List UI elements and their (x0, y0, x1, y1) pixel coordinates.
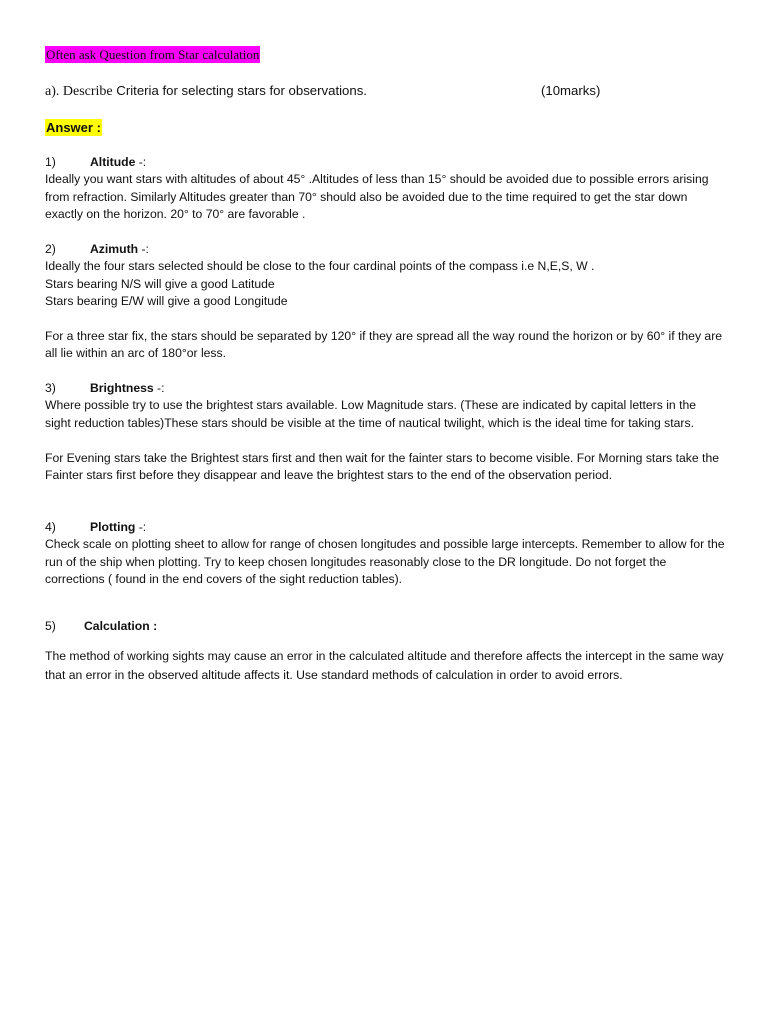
section-suffix: -: (153, 381, 165, 395)
section-title: Azimuth (90, 242, 139, 256)
section-paragraph: Where possible try to use the brightest stars available. Low Magnitude stars. (These are indicated by capital letters in the sight reduction tables)These stars should be visible at the time of nautical twilight, which is the ideal time for taking stars. (45, 398, 697, 430)
section-number: 4) (45, 520, 56, 534)
question-marks: (10marks) (541, 83, 601, 98)
section-plotting (45, 519, 735, 589)
section-heading (45, 154, 735, 171)
section-line: Ideally the four stars selected should be close to the four cardinal points of the compass i.e N,E,S, W . (45, 259, 595, 274)
question-text: Criteria for selecting stars for observations. (112, 83, 367, 98)
section-altitude (45, 154, 735, 224)
section-heading (45, 519, 735, 536)
section-calculation (45, 618, 735, 685)
section-paragraph: For Evening stars take the Brightest stars first and then wait for the fainter stars to become visible. For Morning stars take the Fainter stars first before they disappear and leave the brightest stars to the end of the observation period. (45, 450, 719, 483)
section-number: 1) (45, 155, 56, 169)
question-lead: a). Describe (45, 84, 113, 99)
section-suffix: -: (135, 520, 147, 534)
answer-label: Answer : (46, 120, 101, 135)
section-paragraph: For a three star fix, the stars should be separated by 120° if they are spread all the way round the horizon or by 60° if they are all lie within an arc of 180°or less. (45, 329, 723, 361)
section-number: 3) (45, 381, 56, 395)
section-heading (45, 618, 735, 635)
section-number: 2) (45, 242, 56, 256)
section-paragraph: Check scale on plotting sheet to allow for range of chosen longitudes and possible large intercepts. Remember to allow for the run of the ship when plotting. Try to keep chosen longitudes reasonably close to the DR longitude. Do not forget the corrections ( found in the end covers of the sight reduction tables). (45, 537, 725, 587)
section-suffix: -: (138, 242, 149, 256)
section-title: Altitude (90, 155, 136, 169)
section-title: Plotting (90, 520, 136, 534)
section-paragraph: The method of working sights may cause an error in the calculated altitude and therefore affects the intercept in the same way that an error in the observed altitude affects it. Use standard methods of calculation in order to avoid errors. (45, 649, 724, 683)
section-heading (45, 241, 735, 258)
section-azimuth (45, 241, 735, 363)
section-line: Stars bearing N/S will give a good Latitude (45, 276, 275, 291)
section-line: Stars bearing E/W will give a good Longitude (45, 294, 288, 309)
section-paragraph: Ideally you want stars with altitudes of about 45° .Altitudes of less than 15° should be avoided due to possible errors arising from refraction. Similarly Altitudes greater than 70° should also be avoided due to the time required to get the star down exactly on the horizon. 20° to 70° are favorable . (45, 172, 709, 222)
section-brightness (45, 380, 735, 484)
section-title: Calculation : (84, 619, 158, 633)
section-heading (45, 380, 735, 397)
question-line (45, 82, 665, 100)
section-suffix: -: (135, 155, 147, 169)
document-title: Often ask Question from Star calculation (46, 47, 260, 62)
section-number: 5) (45, 619, 56, 633)
section-title: Brightness (90, 381, 154, 395)
